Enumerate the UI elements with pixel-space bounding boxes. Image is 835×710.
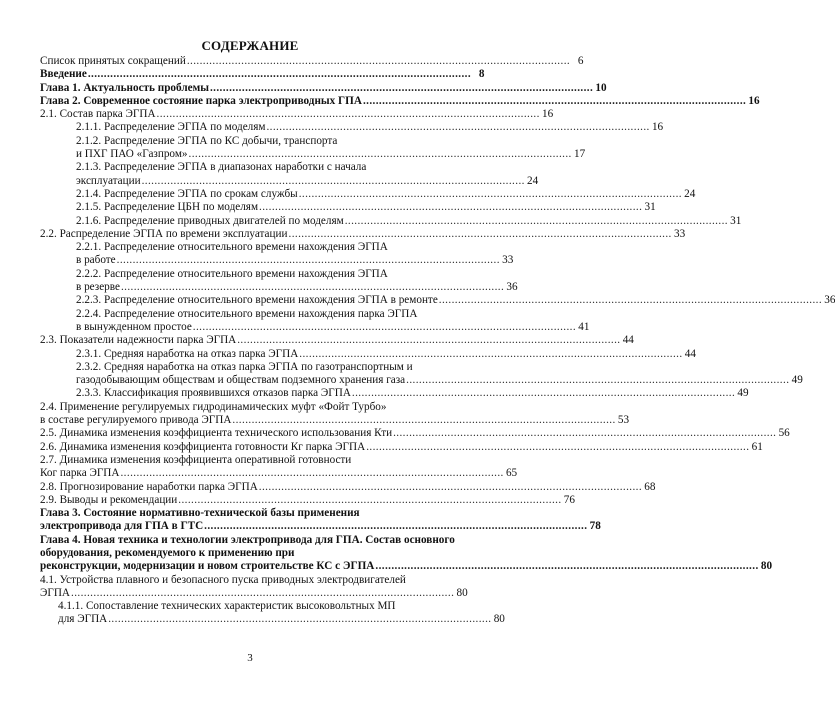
dot-leader xyxy=(178,494,560,507)
toc-entry-title: Глава 2. Современное состояние парка электроприводных ГПА xyxy=(40,94,362,107)
toc-entry[interactable] xyxy=(40,214,742,228)
toc-entry-page: 68 xyxy=(644,480,656,493)
dot-leader xyxy=(299,348,681,361)
toc-entry-page: 16 xyxy=(748,94,760,107)
toc-entry-title-line: 4.1. Устройства плавного и безопасного пуска приводных электродвигателей xyxy=(40,573,406,586)
toc-entry-title: ЭГПА xyxy=(40,586,71,599)
toc-entry[interactable] xyxy=(40,81,607,95)
toc-entry-page: 33 xyxy=(502,254,514,267)
dot-leader xyxy=(120,467,502,480)
dot-leader xyxy=(237,334,619,347)
toc-entry-title-line: 2.2.1. Распределение относительного времени нахождения ЭГПА xyxy=(76,241,388,254)
toc-entry-page: 44 xyxy=(622,334,634,347)
toc-entry-title-line: 2.2.4. Распределение относительного времени нахождения парка ЭГПА xyxy=(76,307,418,320)
toc-entry[interactable] xyxy=(40,241,514,268)
toc-entry-title: 2.8. Прогнозирование наработки парка ЭГПА xyxy=(40,480,258,493)
toc-entry-page: 8 xyxy=(478,68,485,81)
toc-entry[interactable] xyxy=(40,480,656,494)
toc-entry-page: 56 xyxy=(778,427,790,440)
dot-leader xyxy=(210,82,592,95)
toc-entry[interactable] xyxy=(40,334,634,347)
toc-entry-page: 24 xyxy=(527,174,539,187)
toc-entry-title-line: 4.1.1. Сопоставление технических характеристик высоковольтных МП xyxy=(58,600,396,613)
dot-leader xyxy=(259,481,641,494)
toc-entry[interactable] xyxy=(40,55,584,68)
toc-entry-title: в резерве xyxy=(76,281,120,294)
toc-entry-title: 2.2.3. Распределение относительного времени нахождения ЭГПА в ремонте xyxy=(76,294,438,307)
dot-leader xyxy=(142,175,524,188)
toc-entry-page: 36 xyxy=(506,281,518,294)
dot-leader xyxy=(439,294,821,307)
toc-entry[interactable] xyxy=(40,507,601,534)
toc-entry-title: 2.6. Динамика изменения коэффициента готовности Кг парка ЭГПА xyxy=(40,440,366,453)
toc-entry-page: 80 xyxy=(760,560,773,573)
toc-entry-title: эксплуатации xyxy=(76,174,141,187)
toc-entry-title-line: 2.1.2. Распределение ЭГПА по КС добычи, транспорта xyxy=(76,134,338,147)
toc-entry-title-line: 2.4. Применение регулируемых гидродинамических муфт «Фойт Турбо» xyxy=(40,400,387,413)
toc-entry[interactable] xyxy=(40,187,696,201)
toc-entry-title: 2.3.1. Средняя наработка на отказ парка ЭГПА xyxy=(76,347,299,360)
page-number: 3 xyxy=(247,652,253,664)
toc-entry-title-line: 2.3.2. Средняя наработка на отказ парка ЭГПА по газотранспортным и xyxy=(76,360,413,373)
dot-leader xyxy=(345,215,727,228)
toc-entry-title: в составе регулируемого привода ЭГПА xyxy=(40,414,232,427)
dot-leader xyxy=(157,108,539,121)
toc-entry-page: 80 xyxy=(456,586,468,599)
toc-entry[interactable] xyxy=(40,201,656,214)
dot-leader xyxy=(88,68,470,81)
toc-entry[interactable] xyxy=(40,134,586,162)
toc-entry-title: и ПХГ ПАО «Газпром» xyxy=(76,148,188,161)
toc-entry-title: 2.1.6. Распределение приводных двигателей по моделям xyxy=(76,214,344,227)
toc-entry-title: газодобывающим обществам и обществам подземного хранения газа xyxy=(76,374,406,387)
dot-leader xyxy=(393,427,775,440)
toc-entry-title: 2.1. Состав парка ЭГПА xyxy=(40,108,156,121)
toc-entry-page: 31 xyxy=(644,201,656,214)
dot-leader xyxy=(266,121,648,134)
toc-entry-title: реконструкции, модернизации и новом строительстве КС с ЭГПА xyxy=(40,560,375,573)
toc-entry[interactable] xyxy=(40,387,749,400)
dot-leader xyxy=(121,281,503,294)
toc-entry-title-line: Глава 4. Новая техника и технологии электропривода для ГПА. Состав основного оборудования, рекомендуемого к применению при xyxy=(40,533,455,559)
toc-entry-title: Список принятых сокращений xyxy=(40,55,186,67)
dot-leader xyxy=(375,560,757,573)
dot-leader xyxy=(259,201,641,214)
toc-entry-title-line: 2.2.2. Распределение относительного времени нахождения ЭГПА xyxy=(76,267,388,280)
dot-leader xyxy=(187,55,569,68)
toc-entry[interactable] xyxy=(40,161,539,188)
dot-leader xyxy=(71,587,453,600)
toc-entry[interactable] xyxy=(40,121,664,134)
toc-entry-page: 61 xyxy=(751,440,763,453)
toc-entry-title-line: 2.7. Динамика изменения коэффициента оперативной готовности xyxy=(40,453,352,466)
toc-entry-title-line: Глава 3. Состояние нормативно-технической базы применения xyxy=(40,507,360,520)
toc-entry-page: 65 xyxy=(505,467,518,480)
table-of-contents xyxy=(40,55,835,627)
toc-entry-title: 2.5. Динамика изменения коэффициента технического использования Кти xyxy=(40,427,393,440)
dot-leader xyxy=(232,414,614,427)
toc-entry[interactable] xyxy=(40,600,505,627)
toc-entry-title: 2.1.1. Распределение ЭГПА по моделям xyxy=(76,121,266,134)
toc-entry-page: 24 xyxy=(684,187,696,200)
toc-entry-page: 16 xyxy=(651,121,664,134)
toc-entry-page: 31 xyxy=(730,214,742,227)
toc-entry-title: 2.3. Показатели надежности парка ЭГПА xyxy=(40,334,237,347)
toc-entry[interactable] xyxy=(40,227,686,241)
toc-entry-title: 2.9. Выводы и рекомендации xyxy=(40,493,178,506)
toc-entry[interactable] xyxy=(40,267,518,295)
toc-entry-page: 33 xyxy=(673,227,686,240)
toc-entry-title: в вынужденном простое xyxy=(76,320,192,333)
dot-leader xyxy=(117,254,499,267)
toc-entry-page: 36 xyxy=(824,294,835,307)
toc-entry-title: Глава 1. Актуальность проблемы xyxy=(40,81,209,94)
toc-entry-title: Введение xyxy=(40,68,87,81)
dot-leader xyxy=(406,374,788,387)
dot-leader xyxy=(193,321,575,334)
toc-entry[interactable] xyxy=(40,294,835,307)
toc-entry-page: 49 xyxy=(791,374,803,387)
dot-leader xyxy=(189,148,571,161)
dot-leader xyxy=(204,520,586,533)
toc-heading: СОДЕРЖАНИЕ xyxy=(201,38,299,53)
toc-entry[interactable] xyxy=(40,400,630,428)
toc-entry-page: 10 xyxy=(595,81,607,94)
toc-entry[interactable] xyxy=(40,427,790,440)
toc-entry-title: 2.3.3. Классификация проявившихся отказов парка ЭГПА xyxy=(76,387,351,400)
toc-entry-title: в работе xyxy=(76,254,116,267)
toc-entry-page: 44 xyxy=(684,347,696,360)
toc-entry-page: 16 xyxy=(542,108,554,121)
toc-entry[interactable] xyxy=(40,573,468,601)
dot-leader xyxy=(289,228,671,241)
toc-entry-page: 80 xyxy=(493,613,505,626)
toc-entry-title: Ког парка ЭГПА xyxy=(40,467,120,480)
toc-entry-title: электропривода для ГПА в ГТС xyxy=(40,520,204,533)
toc-entry[interactable] xyxy=(40,68,485,81)
toc-entry[interactable] xyxy=(40,94,760,108)
toc-entry[interactable] xyxy=(40,360,803,388)
dot-leader xyxy=(366,441,748,454)
toc-entry-page: 6 xyxy=(577,55,584,67)
toc-entry[interactable] xyxy=(40,440,763,454)
toc-entry-title: для ЭГПА xyxy=(58,613,108,626)
toc-entry[interactable] xyxy=(40,108,554,121)
toc-entry-title-line: 2.1.3. Распределение ЭГПА в диапазонах наработки с начала xyxy=(76,161,367,174)
dot-leader xyxy=(299,188,681,201)
toc-entry-page: 78 xyxy=(589,520,601,533)
dot-leader xyxy=(108,613,490,626)
dot-leader xyxy=(352,387,734,400)
toc-entry[interactable] xyxy=(40,493,575,507)
toc-entry-title: 2.1.4. Распределение ЭГПА по срокам службы xyxy=(76,187,298,200)
toc-entry-page: 17 xyxy=(573,148,586,161)
toc-entry-title: 2.2. Распределение ЭГПА по времени эксплуатации xyxy=(40,227,288,240)
toc-entry[interactable] xyxy=(40,453,518,481)
toc-entry-page: 76 xyxy=(563,493,575,506)
toc-entry[interactable] xyxy=(40,307,590,335)
toc-entry-title: 2.1.5. Распределение ЦБН по моделям xyxy=(76,201,259,214)
toc-entry-page: 53 xyxy=(617,414,630,427)
dot-leader xyxy=(363,95,745,108)
toc-entry-page: 49 xyxy=(737,387,749,400)
toc-entry-page: 41 xyxy=(578,320,590,333)
toc-entry[interactable] xyxy=(40,347,696,361)
toc-entry[interactable] xyxy=(40,533,773,574)
